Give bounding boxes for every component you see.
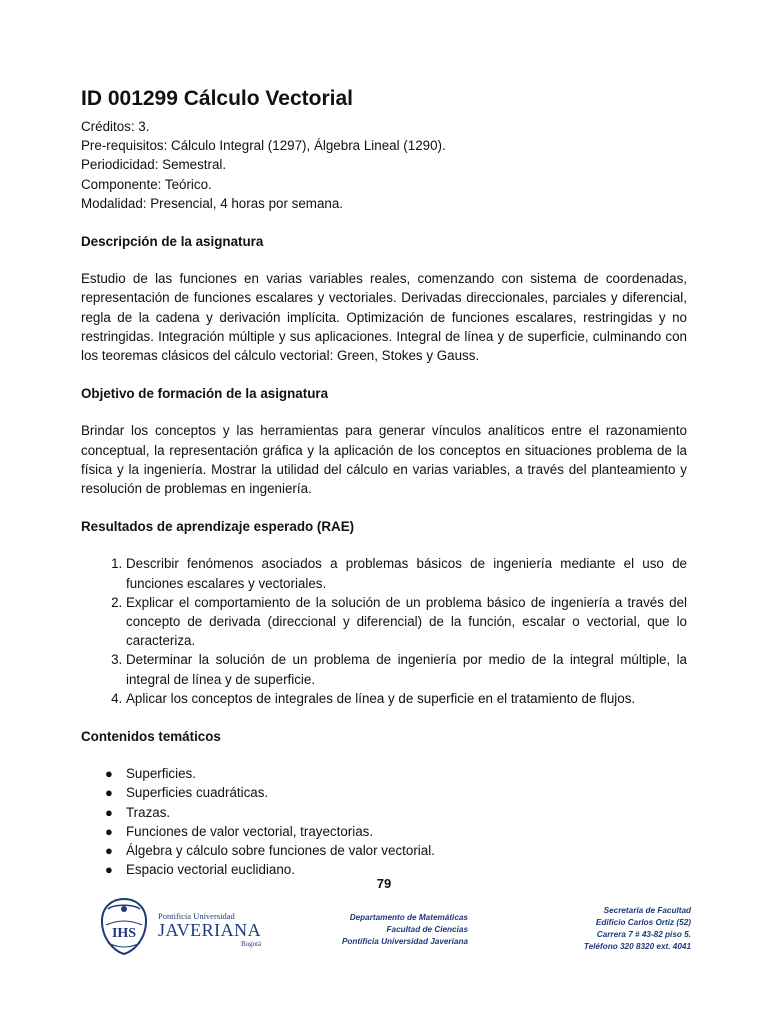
contact-info <box>491 905 691 953</box>
meta-creditos: Créditos: 3. <box>81 119 150 134</box>
list-item <box>105 841 687 860</box>
rae-item: 3. Determinar la solución de un problema de ingeniería por medio de la integral múltiple, la integral de línea y de superficie. <box>126 650 687 688</box>
contact-line: Teléfono 320 8320 ext. 4041 <box>583 942 691 951</box>
course-meta <box>81 117 687 213</box>
crest-icon <box>94 895 154 957</box>
logo-line3: Bogotá <box>240 940 262 948</box>
bullet-icon: ● <box>105 785 113 801</box>
section-heading-descripcion: Descripción de la asignatura <box>81 234 264 250</box>
list-item <box>105 822 687 841</box>
crest-text: IHS <box>111 926 137 941</box>
bullet-icon: ● <box>105 823 113 839</box>
university-logo <box>94 895 262 957</box>
contenido-text: Espacio vectorial euclidiano. <box>126 862 295 878</box>
page-footer <box>0 895 768 965</box>
rae-item: 1. Describir fenómenos asociados a problemas básicos de ingeniería mediante el uso de funciones escalares y vectoriales. <box>126 554 687 592</box>
department-line: Departamento de Matemáticas <box>349 913 468 922</box>
list-item <box>105 764 687 783</box>
bullet-icon: ● <box>105 804 113 820</box>
logo-wordmark <box>158 911 261 949</box>
course-title: ID 001299 Cálculo Vectorial <box>81 87 353 110</box>
document-body <box>81 86 687 880</box>
rae-item: 4. Aplicar los conceptos de integrales de línea y de superficie en el tratamiento de flujos. <box>126 689 687 708</box>
department-line: Facultad de Ciencias <box>386 925 468 934</box>
list-item <box>105 783 687 802</box>
bullet-icon: ● <box>105 862 113 878</box>
contenido-text: Funciones de valor vectorial, trayectorias. <box>126 823 374 839</box>
objetivo-text: Brindar los conceptos y las herramientas para generar vínculos analíticos entre el razonamiento conceptual, la representación gráfica y la aplicación de los conceptos en situaciones problema de la física y la ingeniería. Mostrar la utilidad del cálculo en varias variables, a través del planteamiento y resolución de problemas en ingeniería. <box>81 423 687 497</box>
contenido-text: Trazas. <box>126 804 171 820</box>
rae-item: 2. Explicar el comportamiento de la solución de un problema básico de ingeniería a través del concepto de derivada (direccional y diferencial) de la función, escalar o vectorial, que lo caracteriza. <box>126 593 687 651</box>
contact-line: Carrera 7 # 43-82 piso 5. <box>596 930 691 939</box>
list-item <box>105 803 687 822</box>
contenidos-list <box>81 764 687 879</box>
section-heading-objetivo: Objetivo de formación de la asignatura <box>81 386 329 402</box>
descripcion-text: Estudio de las funciones en varias variables reales, comenzando con sistema de coordenadas, representación de funciones escalares y vectoriales. Derivadas direccionales, parciales y diferencial, regla de la cadena y derivación implícita. Optimización de funciones escalares, restringidas y no restringidas. Integración múltiple y sus aplicaciones. Integral de línea y de superficie, culminando con los teoremas clásicos del cálculo vectorial: Green, Stokes y Gauss. <box>81 271 687 364</box>
meta-modalidad: Modalidad: Presencial, 4 horas por semana. <box>81 195 344 211</box>
meta-prerequisitos: Pre-requisitos: Cálculo Integral (1297), Álgebra Lineal (1290). <box>81 138 446 154</box>
logo-line2: JAVERIANA <box>158 920 262 940</box>
contenido-text: Superficies. <box>126 766 196 782</box>
logo-line1: Pontificia Universidad <box>158 911 235 921</box>
contact-line: Edificio Carlos Ortiz (52) <box>595 918 691 927</box>
bullet-icon: ● <box>105 843 113 859</box>
meta-componente: Componente: Teórico. <box>81 176 212 192</box>
section-heading-rae: Resultados de aprendizaje esperado (RAE) <box>81 519 355 535</box>
bullet-icon: ● <box>105 766 113 782</box>
meta-periodicidad: Periodicidad: Semestral. <box>81 157 227 173</box>
page-number: 79 <box>376 876 392 891</box>
contenido-text: Superficies cuadráticas. <box>126 785 269 801</box>
department-info <box>290 912 468 948</box>
department-line: Pontificia Universidad Javeriana <box>341 937 468 946</box>
section-heading-contenidos: Contenidos temáticos <box>81 729 221 745</box>
rae-list <box>81 554 687 708</box>
contact-line: Secretaría de Facultad <box>603 906 691 915</box>
contenido-text: Álgebra y cálculo sobre funciones de valor vectorial. <box>126 843 435 859</box>
